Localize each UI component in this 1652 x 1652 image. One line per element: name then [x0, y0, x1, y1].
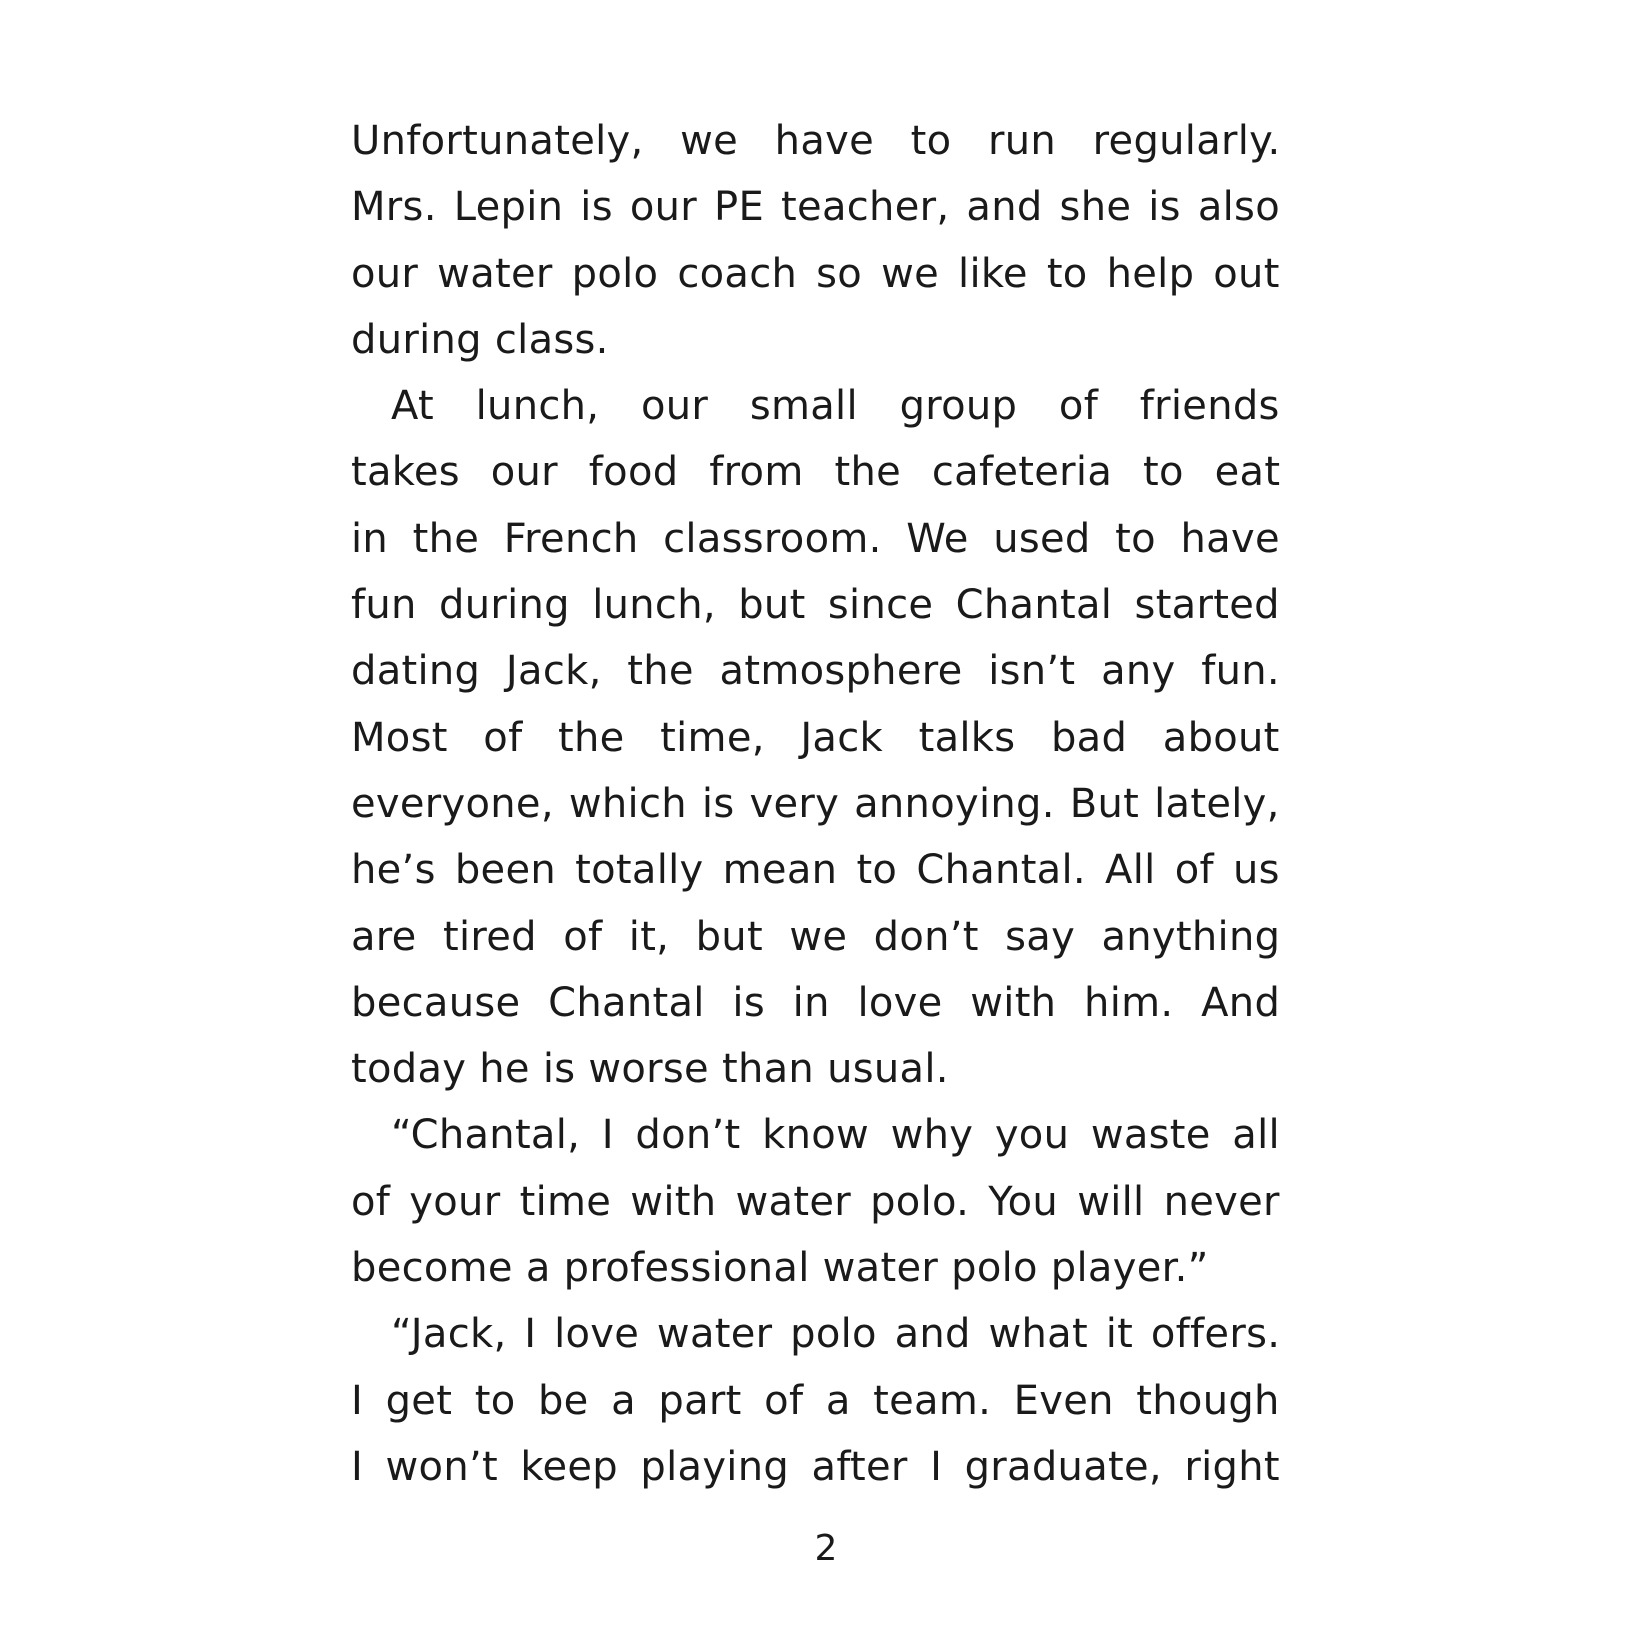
text-line: everyone, which is very annoying. But lately, — [351, 780, 1280, 827]
text-line: he’s been totally mean to Chantal. All of us — [351, 847, 1280, 894]
text-line: I won’t keep playing after I graduate, right — [351, 1443, 1280, 1490]
text-line: become a professional water polo player.” — [351, 1245, 1209, 1292]
text-line: At lunch, our small group of friends — [391, 383, 1280, 430]
text-line: Mrs. Lepin is our PE teacher, and she is also — [351, 184, 1280, 231]
text-line: are tired of it, but we don’t say anything — [351, 913, 1281, 960]
text-line: today he is worse than usual. — [351, 1046, 949, 1093]
text-line: I get to be a part of a team. Even though — [351, 1377, 1280, 1424]
text-line: fun during lunch, but since Chantal started — [351, 582, 1280, 629]
text-line: of your time with water polo. You will never — [351, 1178, 1280, 1225]
text-line: our water polo coach so we like to help out — [351, 250, 1280, 297]
text-line: “Jack, I love water polo and what it offers. — [391, 1311, 1281, 1358]
text-line: dating Jack, the atmosphere isn’t any fun. — [351, 648, 1280, 695]
body-text — [351, 108, 1280, 1500]
text-line: Most of the time, Jack talks bad about — [351, 714, 1280, 761]
text-line: in the French classroom. We used to have — [351, 515, 1280, 562]
text-line: because Chantal is in love with him. And — [351, 979, 1281, 1026]
text-line: Unfortunately, we have to run regularly. — [351, 118, 1281, 164]
text-line: “Chantal, I don’t know why you waste all — [391, 1112, 1280, 1159]
page-number: 2 — [814, 1528, 838, 1569]
text-line: takes our food from the cafeteria to eat — [351, 449, 1281, 496]
text-line: during class. — [351, 316, 609, 363]
